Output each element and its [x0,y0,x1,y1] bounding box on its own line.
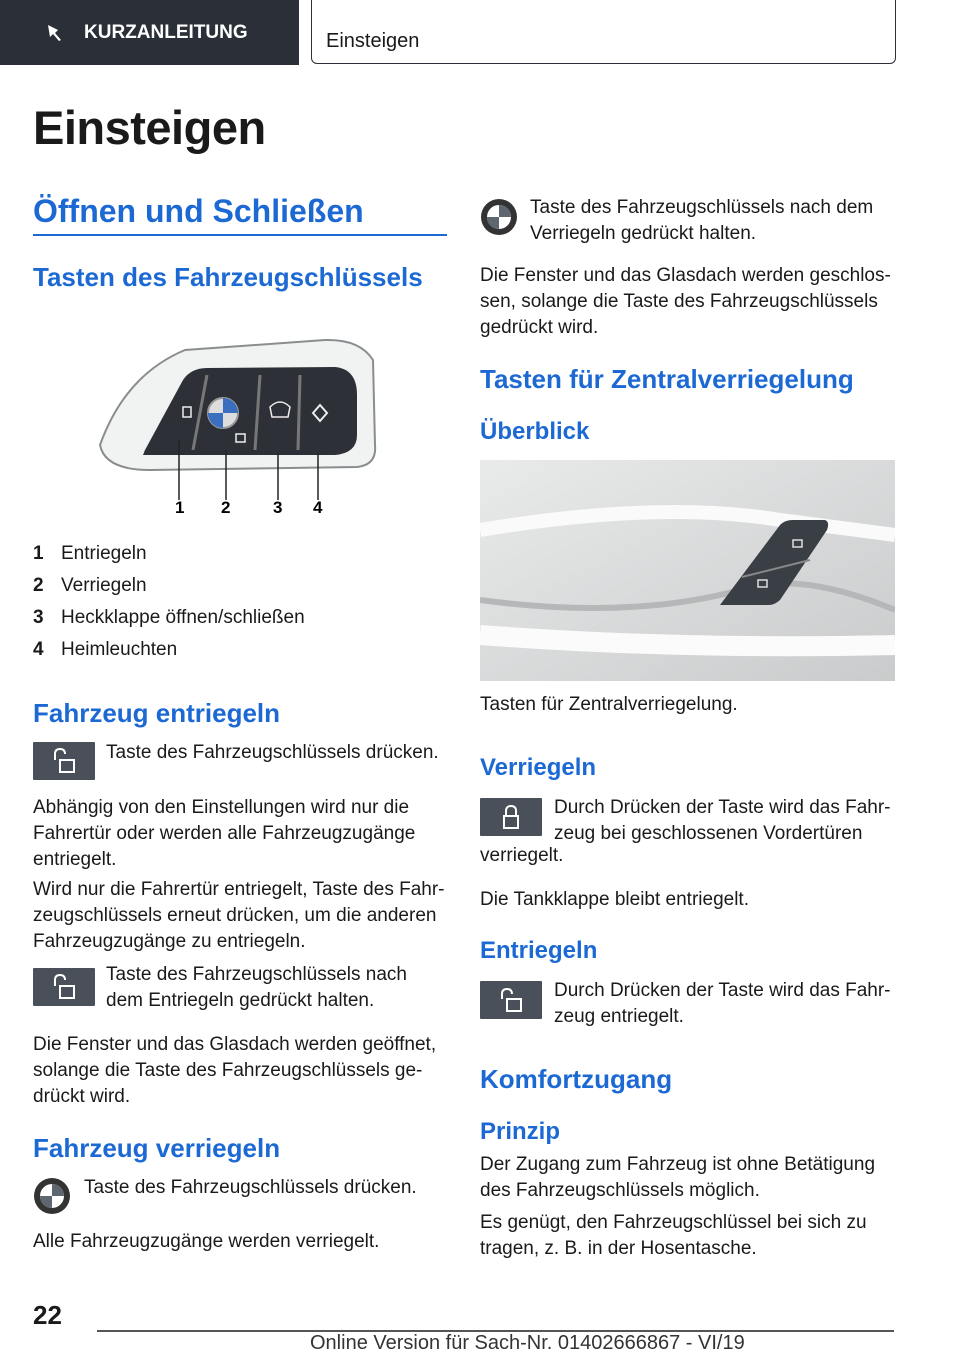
central-locking-illustration [480,460,895,681]
lock-description-end: verriegelt. [480,845,564,866]
unlock-icon [33,742,95,780]
unlock-paragraph-3: Die Fenster und das Glasdach werden geöffnet, solange die Taste des Fahrzeugschlüssels ge- drückt wird. [33,1034,437,1107]
unlock-paragraph-2: Wird nur die Fahrertür entriegelt, Taste des Fahr- zeugschlüssels erneut drücken, um die anderen Fahrzeugzugänge zu entriegeln. [33,879,445,952]
key-fob-illustration [95,335,385,520]
section-title: Öffnen und Schließen [33,193,364,229]
header-section-label: Einsteigen [326,30,420,52]
bmw-logo-icon [480,198,518,236]
list-item: 2 Verriegeln [33,575,147,596]
list-item: 3 Heckklappe öffnen/schließen [33,607,305,628]
unlock-hold-icon [33,968,95,1006]
lock-paragraph-1: Alle Fahrzeugzugänge werden verriegelt. [33,1231,380,1252]
callout-4: 4 [313,498,323,517]
central-locking-heading: Tasten für Zentralverriegelung [480,364,854,394]
unlock-description: Durch Drücken der Taste wird das Fahr- zeug entriegelt. [554,980,891,1027]
principle-paragraph-1: Der Zugang zum Fahrzeug ist ohne Betätigung des Fahrzeugschlüssels möglich. [480,1154,876,1201]
section-rule [33,234,447,236]
callout-2: 2 [221,498,231,517]
overview-heading: Überblick [480,418,590,445]
lock-button-icon [480,798,542,836]
fuel-flap-note: Die Tankklappe bleibt entriegelt. [480,889,749,910]
lock-paragraph-2: Die Fenster und das Glasdach werden geschlos- sen, solange die Taste des Fahrzeugschlüssels gedrückt wird. [480,265,891,338]
lock-hold-text: Taste des Fahrzeugschlüssels nach dem Verriegeln gedrückt halten. [530,197,874,244]
list-item: 1 Entriegeln [33,543,147,564]
lock-subheading: Verriegeln [480,754,597,781]
header-tab-label: KURZANLEITUNG [84,21,248,43]
unlock-heading: Fahrzeug entriegeln [33,698,281,728]
comfort-access-heading: Komfortzugang [480,1064,673,1094]
key-buttons-list [33,538,305,666]
page-number: 22 [33,1300,62,1330]
pin-icon [44,22,66,44]
page-title: Einsteigen [33,101,266,154]
bmw-logo-icon [33,1177,71,1215]
callout-1: 1 [175,498,185,517]
principle-paragraph-2: Es genügt, den Fahrzeugschlüssel bei sich zu tragen, z. B. in der Hosentasche. [480,1212,867,1259]
lock-icon-text: Taste des Fahrzeugschlüssels drücken. [84,1177,417,1198]
list-item: 4 Heimleuchten [33,639,178,660]
unlock-subheading: Entriegeln [480,937,598,964]
lock-description: Durch Drücken der Taste wird das Fahr- zeug bei geschlossenen Vordertüren [554,797,891,844]
footer-text: Online Version für Sach-Nr. 01402666867 - VI/19 [310,1332,745,1354]
lock-heading: Fahrzeug verriegeln [33,1133,281,1163]
callout-3: 3 [273,498,283,517]
header-section-box [311,0,896,64]
key-buttons-heading: Tasten des Fahrzeugschlüssels [33,262,423,292]
unlock-button-icon [480,981,542,1019]
unlock-paragraph-1: Abhängig von den Einstellungen wird nur die Fahrertür oder werden alle Fahrzeugzugänge entriegelt. [33,797,416,870]
header-tab[interactable] [0,0,299,65]
principle-heading: Prinzip [480,1118,561,1145]
unlock-icon-text: Taste des Fahrzeugschlüssels drücken. [106,742,439,763]
central-locking-caption: Tasten für Zentralverriegelung. [480,694,738,715]
unlock-hold-text: Taste des Fahrzeugschlüssels nach dem Entriegeln gedrückt halten. [106,964,407,1011]
